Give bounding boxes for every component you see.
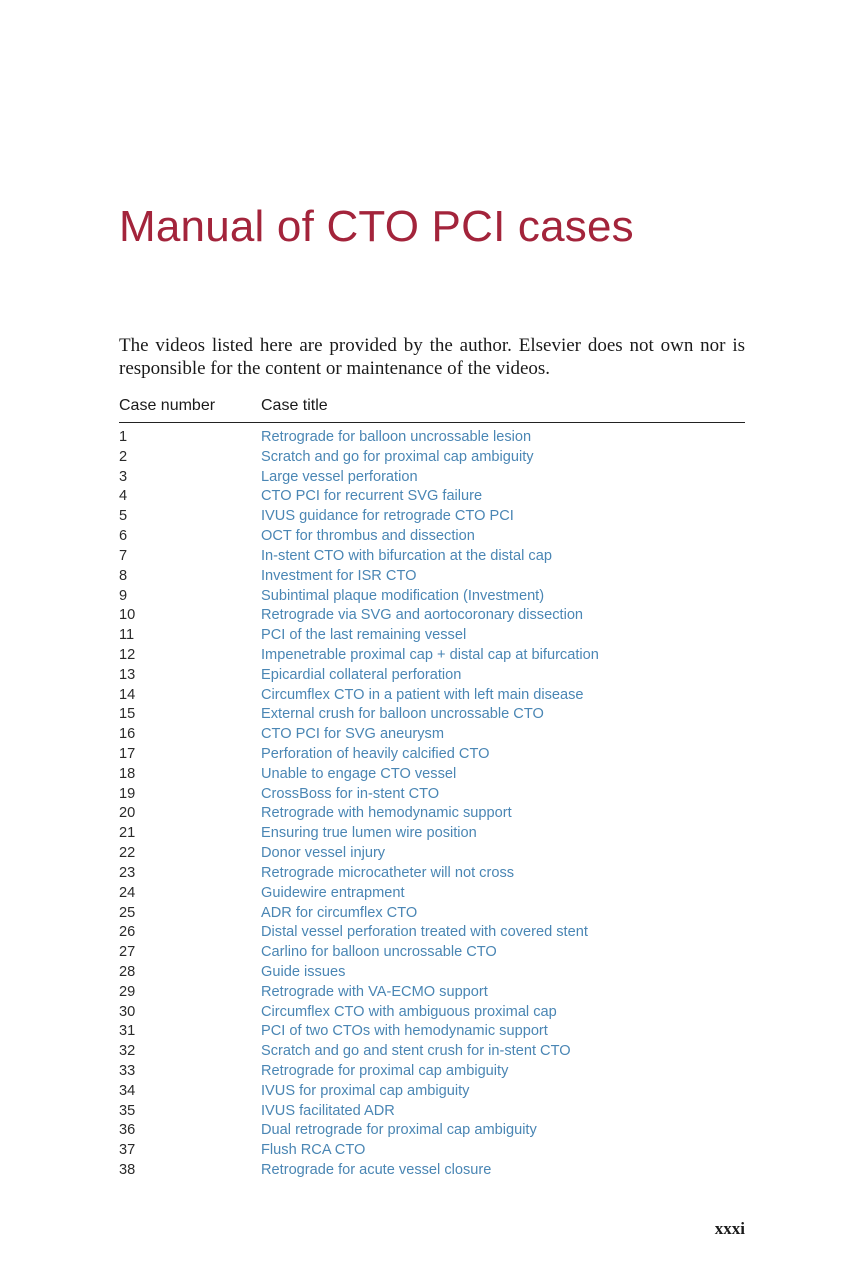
table-row (119, 507, 745, 527)
table-row (119, 923, 745, 943)
table-row (119, 963, 745, 983)
case-number: 25 (119, 904, 136, 921)
case-title-link[interactable]: External crush for balloon uncrossable CTO (261, 706, 544, 723)
case-title-link[interactable]: Circumflex CTO with ambiguous proximal cap (261, 1003, 557, 1020)
case-title-link[interactable]: Retrograde for acute vessel closure (261, 1162, 492, 1179)
case-title-link[interactable]: Epicardial collateral perforation (261, 666, 462, 683)
case-title-link[interactable]: CTO PCI for SVG aneurysm (261, 726, 445, 743)
case-title-link[interactable]: Retrograde with hemodynamic support (261, 805, 512, 822)
case-number: 14 (119, 686, 136, 703)
table-row (119, 666, 745, 686)
case-number: 23 (119, 864, 136, 881)
table-row (119, 468, 745, 488)
case-number: 13 (119, 666, 136, 683)
case-number: 31 (119, 1023, 136, 1040)
case-number: 7 (119, 547, 128, 564)
case-title-link[interactable]: ADR for circumflex CTO (261, 904, 418, 921)
case-number: 30 (119, 1003, 136, 1020)
case-title-link[interactable]: Perforation of heavily calcified CTO (261, 746, 490, 762)
page-title: Manual of CTO PCI cases (119, 202, 634, 251)
case-title-link[interactable]: Subintimal plaque modification (Investment) (261, 587, 545, 604)
table-row (119, 785, 745, 805)
case-number: 16 (119, 726, 136, 743)
case-title-link[interactable]: IVUS for proximal cap ambiguity (261, 1082, 470, 1099)
table-row (119, 606, 745, 626)
header-case-title: Case title (261, 397, 328, 414)
table-row (119, 646, 745, 666)
case-title-link[interactable]: IVUS guidance for retrograde CTO PCI (261, 508, 514, 525)
case-title-link[interactable]: IVUS facilitated ADR (261, 1102, 395, 1119)
table-row (119, 745, 745, 765)
case-number: 18 (119, 765, 136, 782)
table-row (119, 428, 745, 448)
case-number: 9 (119, 587, 128, 604)
table-row (119, 487, 745, 507)
case-number: 34 (119, 1082, 136, 1099)
case-title-link[interactable]: Retrograde for balloon uncrossable lesion (261, 429, 532, 445)
case-title-link[interactable]: PCI of two CTOs with hemodynamic support (261, 1023, 548, 1040)
case-title-link[interactable]: Investment for ISR CTO (261, 567, 417, 584)
case-number: 6 (119, 528, 128, 545)
case-number: 3 (119, 468, 128, 485)
case-title-link[interactable]: Impenetrable proximal cap + distal cap at bifurcation (261, 646, 599, 663)
table-row (119, 983, 745, 1003)
case-number: 32 (119, 1043, 136, 1060)
case-title-link[interactable]: Retrograde microcatheter will not cross (261, 864, 515, 881)
case-title-link[interactable]: Scratch and go for proximal cap ambiguity (261, 448, 534, 465)
case-number: 17 (119, 746, 136, 762)
table-row (119, 844, 745, 864)
case-number: 10 (119, 607, 136, 624)
table-row (119, 1102, 745, 1122)
case-number: 4 (119, 488, 128, 505)
table-row (119, 1121, 745, 1141)
table-row (119, 587, 745, 607)
case-number: 11 (119, 627, 135, 644)
case-title-link[interactable]: Guide issues (261, 963, 346, 980)
case-number: 22 (119, 845, 136, 862)
case-title-link[interactable]: Carlino for balloon uncrossable CTO (261, 944, 497, 961)
case-number: 29 (119, 983, 136, 1000)
case-number: 36 (119, 1122, 136, 1139)
case-title-link[interactable]: OCT for thrombus and dissection (261, 528, 475, 545)
case-title-link[interactable]: Dual retrograde for proximal cap ambiguity (261, 1122, 537, 1139)
case-title-link[interactable]: Distal vessel perforation treated with covered stent (261, 924, 588, 941)
case-number: 37 (119, 1142, 136, 1159)
case-number: 26 (119, 924, 136, 941)
case-title-link[interactable]: Large vessel perforation (261, 468, 418, 485)
case-title-link[interactable]: Guidewire entrapment (261, 884, 405, 901)
case-number: 38 (119, 1162, 136, 1179)
case-title-link[interactable]: Retrograde via SVG and aortocoronary dissection (261, 607, 584, 624)
case-number: 20 (119, 805, 136, 822)
case-title-link[interactable]: Retrograde for proximal cap ambiguity (261, 1063, 509, 1079)
case-number: 28 (119, 963, 136, 980)
case-title-link[interactable]: Unable to engage CTO vessel (261, 765, 457, 782)
table-row (119, 705, 745, 725)
case-number: 24 (119, 884, 136, 901)
table-header (119, 396, 745, 423)
case-number: 33 (119, 1063, 136, 1079)
case-number: 21 (119, 825, 136, 842)
case-number: 1 (119, 429, 128, 445)
table-row (119, 824, 745, 844)
table-row (119, 804, 745, 824)
case-title-link[interactable]: Retrograde with VA-ECMO support (261, 983, 488, 1000)
table-row (119, 943, 745, 963)
table-row (119, 1042, 745, 1062)
case-number: 35 (119, 1102, 136, 1119)
table-row (119, 884, 745, 904)
case-title-link[interactable]: CTO PCI for recurrent SVG failure (261, 488, 483, 505)
case-title-link[interactable]: Circumflex CTO in a patient with left main disease (261, 686, 584, 703)
intro-paragraph: The videos listed here are provided by the author. Elsevier does not own nor is responsible for the content or maintenance of the videos. (119, 335, 745, 379)
case-list (119, 428, 745, 1181)
case-title-link[interactable]: PCI of the last remaining vessel (261, 627, 467, 644)
table-row (119, 1161, 745, 1181)
table-row (119, 626, 745, 646)
table-row (119, 765, 745, 785)
case-title-link[interactable]: Flush RCA CTO (261, 1142, 366, 1159)
case-number: 19 (119, 785, 136, 802)
table-row (119, 547, 745, 567)
case-title-link[interactable]: Scratch and go and stent crush for in-stent CTO (261, 1043, 571, 1060)
case-title-link[interactable]: CrossBoss for in-stent CTO (261, 785, 440, 802)
table-row (119, 527, 745, 547)
table-row (119, 725, 745, 745)
case-number: 2 (119, 448, 128, 465)
header-case-number: Case number (119, 397, 216, 414)
table-row (119, 567, 745, 587)
table-row (119, 1082, 745, 1102)
table-row (119, 1141, 745, 1161)
table-row (119, 686, 745, 706)
case-title-link[interactable]: In-stent CTO with bifurcation at the distal cap (261, 547, 552, 564)
case-title-link[interactable]: Ensuring true lumen wire position (261, 825, 477, 842)
table-row (119, 864, 745, 884)
case-number: 12 (119, 646, 136, 663)
table-row (119, 1022, 745, 1042)
case-title-link[interactable]: Donor vessel injury (261, 845, 386, 862)
table-row (119, 904, 745, 924)
case-number: 27 (119, 944, 136, 961)
case-number: 5 (119, 508, 128, 525)
case-number: 15 (119, 706, 136, 723)
table-row (119, 448, 745, 468)
page-number: xxxi (714, 1219, 745, 1238)
table-row (119, 1003, 745, 1023)
table-row (119, 1062, 745, 1082)
case-number: 8 (119, 567, 128, 584)
